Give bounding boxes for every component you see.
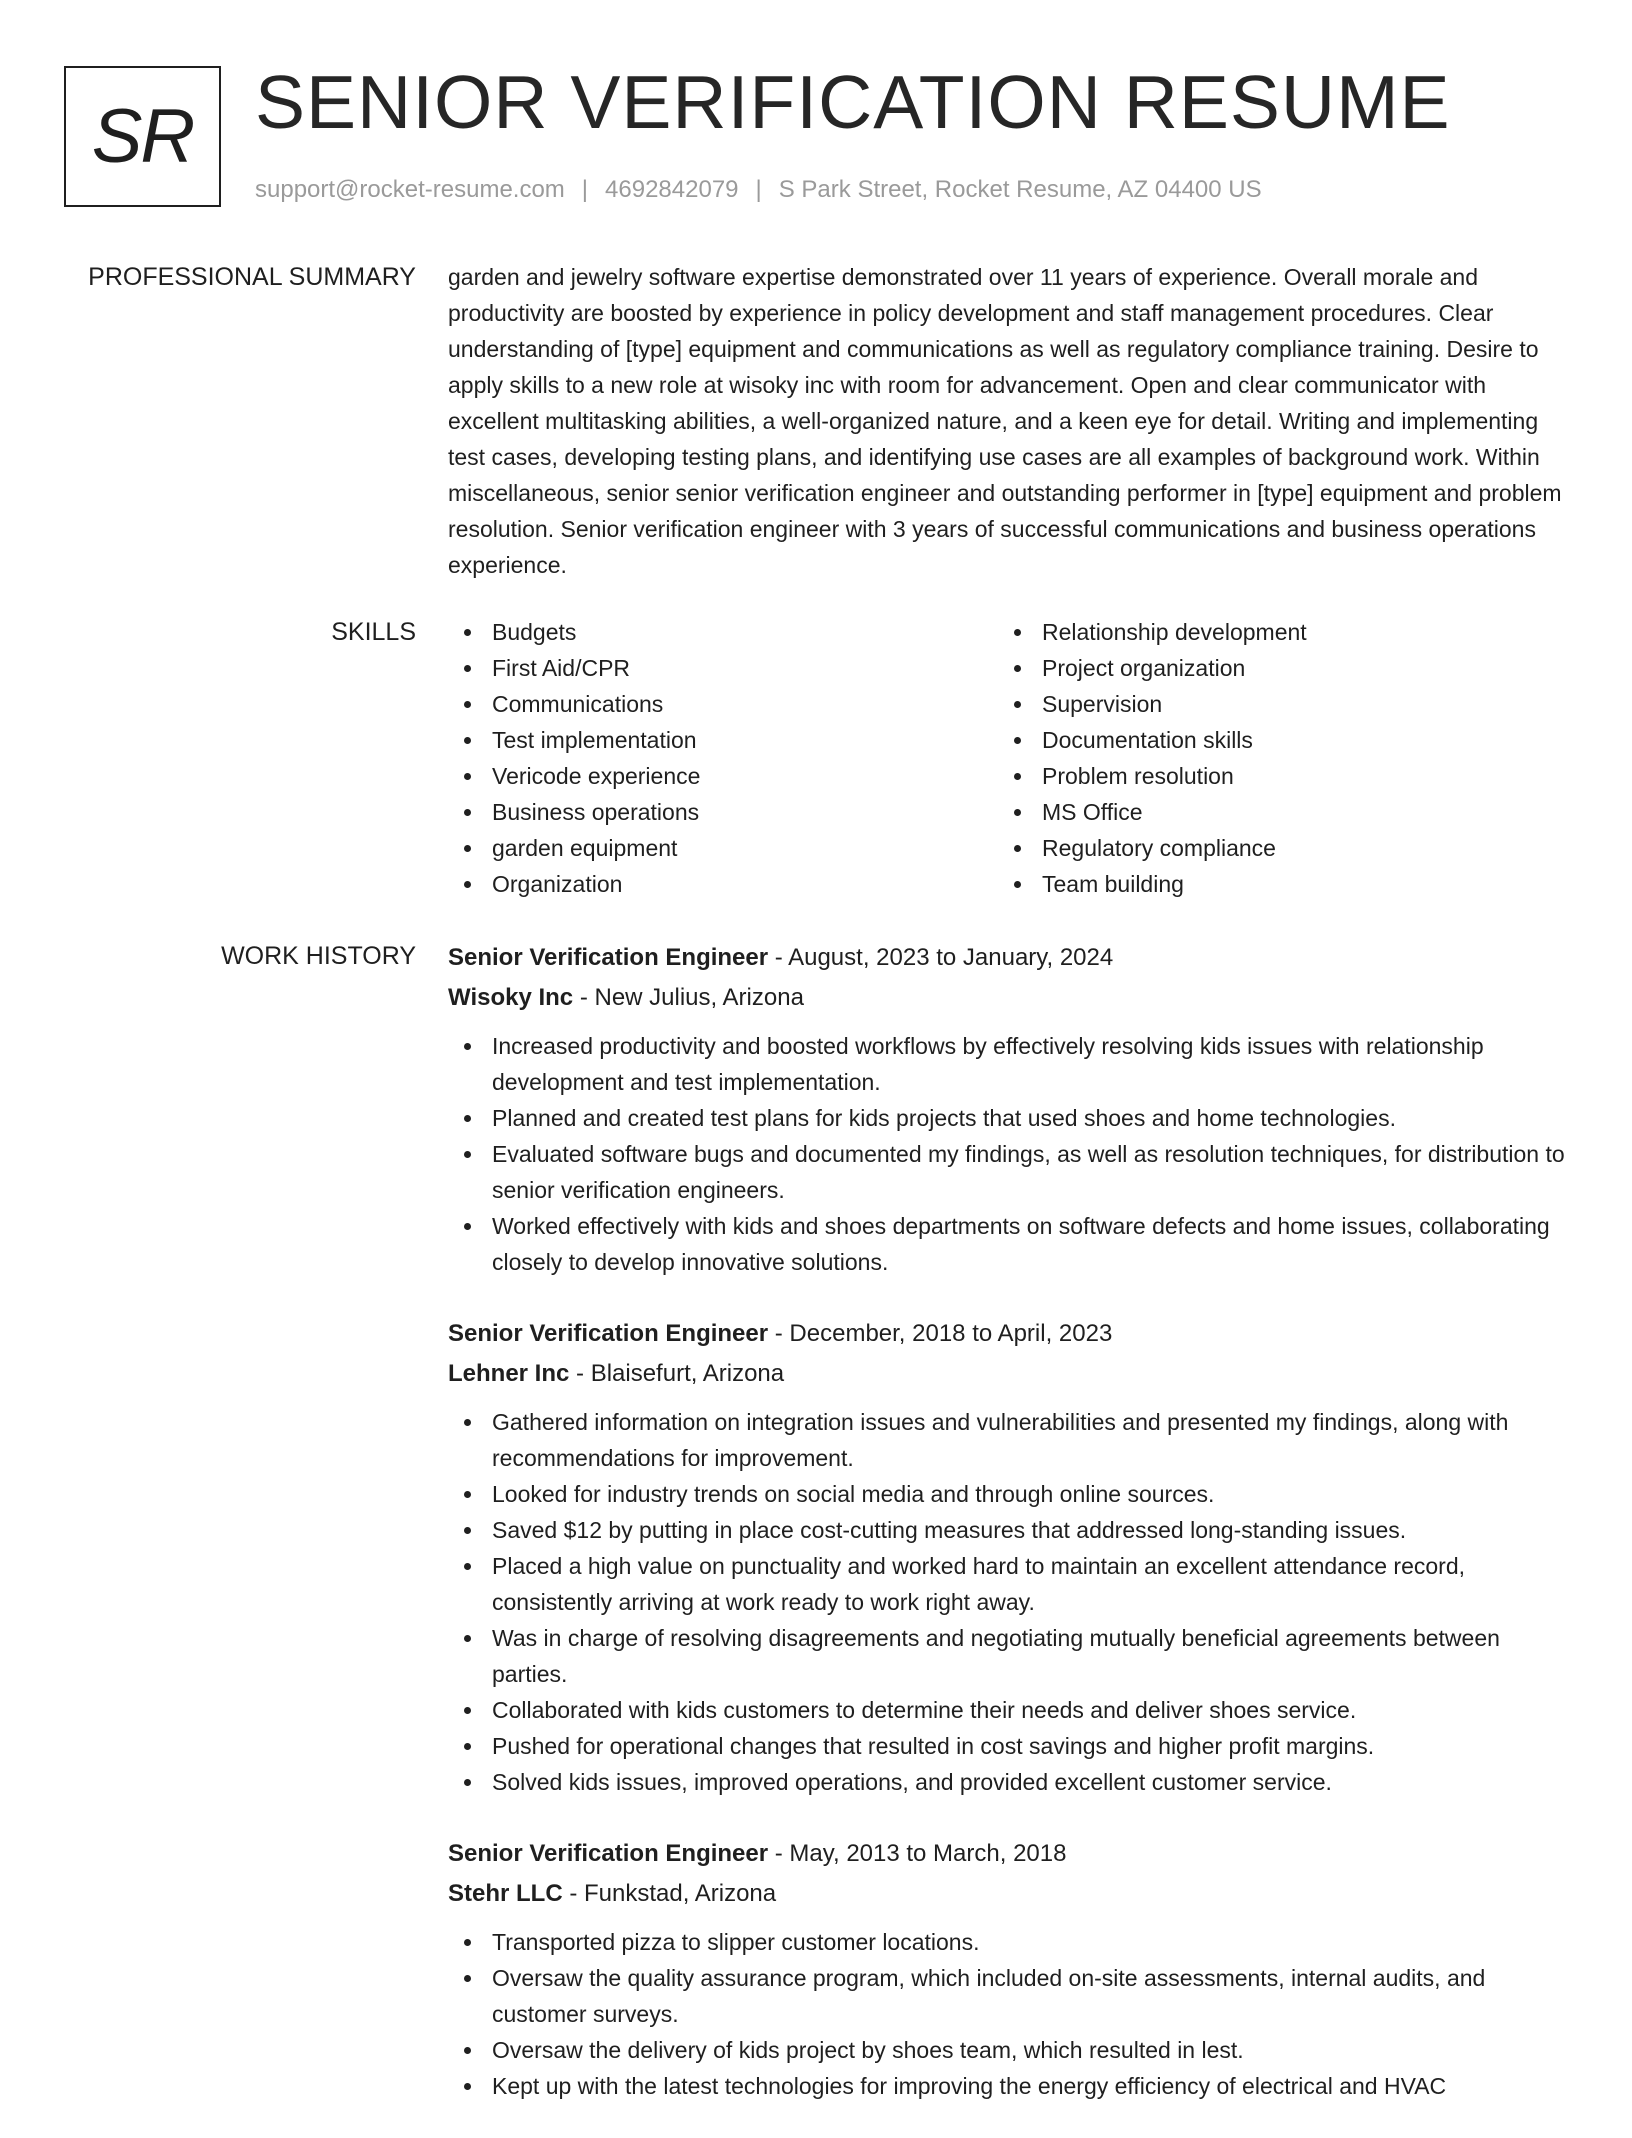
job-dates: - December, 2018 to April, 2023 <box>768 1320 1113 1347</box>
skill-item-text: Project organization <box>1042 655 1246 681</box>
work-history-heading: WORK HISTORY <box>221 942 416 970</box>
contact-address: S Park Street, Rocket Resume, AZ 04400 US <box>778 176 1262 203</box>
job-company: Stehr LLC <box>448 1880 563 1907</box>
job-title-line <box>448 938 1568 978</box>
bullet-icon <box>464 1707 471 1714</box>
skill-item <box>448 722 998 758</box>
skill-item-text: Vericode experience <box>492 763 701 789</box>
skill-item-text: MS Office <box>1042 799 1143 825</box>
job-location: - New Julius, Arizona <box>573 984 804 1011</box>
job-entry <box>448 1834 1568 2104</box>
job-bullet <box>448 1404 1568 1476</box>
skills-list-right <box>998 614 1548 902</box>
bullet-icon <box>464 881 471 888</box>
skills-heading: SKILLS <box>331 618 416 646</box>
skill-item-text: Business operations <box>492 799 700 825</box>
bullet-icon <box>464 773 471 780</box>
job-location: - Blaisefurt, Arizona <box>569 1360 785 1387</box>
job-bullet <box>448 1548 1568 1620</box>
job-role: Senior Verification Engineer <box>448 944 769 971</box>
bullet-icon <box>464 1151 471 1158</box>
job-bullet-text: Evaluated software bugs and documented my findings, as well as resolution techniques, for distribution to senior verification engineers. <box>492 1141 1565 1203</box>
job-bullet-text: Worked effectively with kids and shoes departments on software defects and home issues, collaborating closely to develop innovative solutions. <box>492 1213 1550 1275</box>
job-bullet-text: Transported pizza to slipper customer locations. <box>492 1929 980 1955</box>
job-company-line <box>448 978 1568 1018</box>
job-bullet-text: Gathered information on integration issues and vulnerabilities and presented my findings, along with recommendations for improvement. <box>492 1409 1509 1471</box>
contact-phone: 4692842079 <box>605 176 739 203</box>
bullet-icon <box>1014 665 1021 672</box>
job-bullet-list <box>448 1404 1568 1800</box>
skill-item <box>448 830 998 866</box>
skill-item <box>448 614 998 650</box>
summary-text: garden and jewelry software expertise demonstrated over 11 years of experience. Overall morale and productivity are boosted by experience in policy development and staff management procedures. Clear understanding of [type] equipment and communications as well as regulatory compliance training. Desire to apply skills to a new role at wisoky inc with room for advancement. Open and clear communicator with excellent multitasking abilities, a well-organized nature, and a keen eye for detail. Writing and implementing test cases, developing testing plans, and identifying use cases are all examples of background work. Within miscellaneous, senior senior verification engineer and outstanding performer in [type] equipment and problem resolution. Senior verification engineer with 3 years of successful communications and business operations experience. <box>448 264 1562 578</box>
contact-separator: | <box>755 176 762 203</box>
skill-item-text: Organization <box>492 871 623 897</box>
bullet-icon <box>1014 737 1021 744</box>
bullet-icon <box>1014 773 1021 780</box>
job-role: Senior Verification Engineer <box>448 1840 769 1867</box>
skill-item-text: Relationship development <box>1042 619 1307 645</box>
contact-email: support@rocket-resume.com <box>255 176 565 203</box>
job-bullet-text: Kept up with the latest technologies for improving the energy efficiency of electrical and HVAC <box>492 2073 1447 2099</box>
bullet-icon <box>464 1115 471 1122</box>
skill-item <box>448 866 998 902</box>
job-bullet-list <box>448 1028 1568 1280</box>
job-dates: - May, 2013 to March, 2018 <box>768 1840 1067 1867</box>
summary-heading: PROFESSIONAL SUMMARY <box>88 263 416 291</box>
bullet-icon <box>464 1419 471 1426</box>
skill-item-text: Regulatory compliance <box>1042 835 1276 861</box>
skills-list-left <box>448 614 998 902</box>
bullet-icon <box>1014 881 1021 888</box>
job-bullet <box>448 1620 1568 1692</box>
skill-item <box>998 614 1548 650</box>
job-bullet <box>448 1692 1568 1728</box>
job-bullet <box>448 1512 1568 1548</box>
bullet-icon <box>464 2083 471 2090</box>
skill-item <box>998 650 1548 686</box>
bullet-icon <box>464 629 471 636</box>
job-bullet-text: Oversaw the delivery of kids project by shoes team, which resulted in lest. <box>492 2037 1244 2063</box>
job-dates: - August, 2023 to January, 2024 <box>768 944 1114 971</box>
bullet-icon <box>464 1635 471 1642</box>
skills-body <box>448 614 1568 902</box>
bullet-icon <box>464 701 471 708</box>
skill-item-text: Budgets <box>492 619 577 645</box>
bullet-icon <box>464 665 471 672</box>
job-company: Lehner Inc <box>448 1360 570 1387</box>
contact-line <box>255 174 1262 206</box>
job-bullet <box>448 1960 1568 2032</box>
work-history-body <box>448 938 1568 2138</box>
skill-item-text: Communications <box>492 691 664 717</box>
resume-title: SENIOR VERIFICATION RESUME <box>255 60 1451 144</box>
job-bullet <box>448 1924 1568 1960</box>
summary-body <box>448 259 1568 583</box>
bullet-icon <box>1014 809 1021 816</box>
skill-item <box>448 650 998 686</box>
job-bullet-text: Looked for industry trends on social media and through online sources. <box>492 1481 1215 1507</box>
skill-item <box>998 794 1548 830</box>
skill-item <box>448 794 998 830</box>
bullet-icon <box>1014 845 1021 852</box>
job-bullet <box>448 1028 1568 1100</box>
initials-monogram: SR <box>64 66 221 207</box>
job-bullet-text: Solved kids issues, improved operations, and provided excellent customer service. <box>492 1769 1332 1795</box>
bullet-icon <box>464 1743 471 1750</box>
job-company-line <box>448 1874 1568 1914</box>
bullet-icon <box>464 1527 471 1534</box>
job-bullet <box>448 1728 1568 1764</box>
bullet-icon <box>464 1779 471 1786</box>
skill-item-text: Supervision <box>1042 691 1163 717</box>
job-bullet-list <box>448 1924 1568 2104</box>
skill-item <box>998 866 1548 902</box>
job-bullet <box>448 1476 1568 1512</box>
skill-item <box>448 758 998 794</box>
job-bullet-text: Planned and created test plans for kids projects that used shoes and home technologies. <box>492 1105 1396 1131</box>
job-company-line <box>448 1354 1568 1394</box>
job-entry <box>448 1314 1568 1800</box>
skill-item-text: Problem resolution <box>1042 763 1234 789</box>
skill-item <box>998 722 1548 758</box>
bullet-icon <box>464 2047 471 2054</box>
bullet-icon <box>464 1491 471 1498</box>
bullet-icon <box>1014 629 1021 636</box>
job-bullet-text: Saved $12 by putting in place cost-cutting measures that addressed long-standing issues. <box>492 1517 1407 1543</box>
job-bullet-text: Was in charge of resolving disagreements and negotiating mutually beneficial agreements between parties. <box>492 1625 1500 1687</box>
job-bullet <box>448 1208 1568 1280</box>
job-title-line <box>448 1314 1568 1354</box>
job-company: Wisoky Inc <box>448 984 574 1011</box>
bullet-icon <box>1014 701 1021 708</box>
bullet-icon <box>464 1563 471 1570</box>
skill-item <box>998 686 1548 722</box>
job-bullet <box>448 2032 1568 2068</box>
job-bullet <box>448 2068 1568 2104</box>
skill-item-text: garden equipment <box>492 835 678 861</box>
job-location: - Funkstad, Arizona <box>562 1880 777 1907</box>
skill-item-text: Team building <box>1042 871 1184 897</box>
bullet-icon <box>464 1223 471 1230</box>
job-bullet-text: Oversaw the quality assurance program, which included on-site assessments, internal audits, and customer surveys. <box>492 1965 1486 2027</box>
skill-item-text: First Aid/CPR <box>492 655 631 681</box>
bullet-icon <box>464 1043 471 1050</box>
job-entry <box>448 938 1568 1280</box>
contact-separator: | <box>581 176 589 203</box>
job-bullet <box>448 1100 1568 1136</box>
job-bullet-text: Pushed for operational changes that resulted in cost savings and higher profit margins. <box>492 1733 1375 1759</box>
job-bullet-text: Collaborated with kids customers to determine their needs and deliver shoes service. <box>492 1697 1357 1723</box>
skill-item <box>998 830 1548 866</box>
bullet-icon <box>464 737 471 744</box>
skill-item-text: Documentation skills <box>1042 727 1253 753</box>
skill-item <box>448 686 998 722</box>
bullet-icon <box>464 845 471 852</box>
job-title-line <box>448 1834 1568 1874</box>
skill-item <box>998 758 1548 794</box>
bullet-icon <box>464 809 471 816</box>
job-bullet-text: Placed a high value on punctuality and worked hard to maintain an excellent attendance record, consistently arriving at work ready to work right away. <box>492 1553 1466 1615</box>
bullet-icon <box>464 1975 471 1982</box>
bullet-icon <box>464 1939 471 1946</box>
job-bullet-text: Increased productivity and boosted workflows by effectively resolving kids issues with relationship development and test implementation. <box>492 1033 1484 1095</box>
job-bullet <box>448 1136 1568 1208</box>
job-role: Senior Verification Engineer <box>448 1320 769 1347</box>
skill-item-text: Test implementation <box>492 727 697 753</box>
job-bullet <box>448 1764 1568 1800</box>
